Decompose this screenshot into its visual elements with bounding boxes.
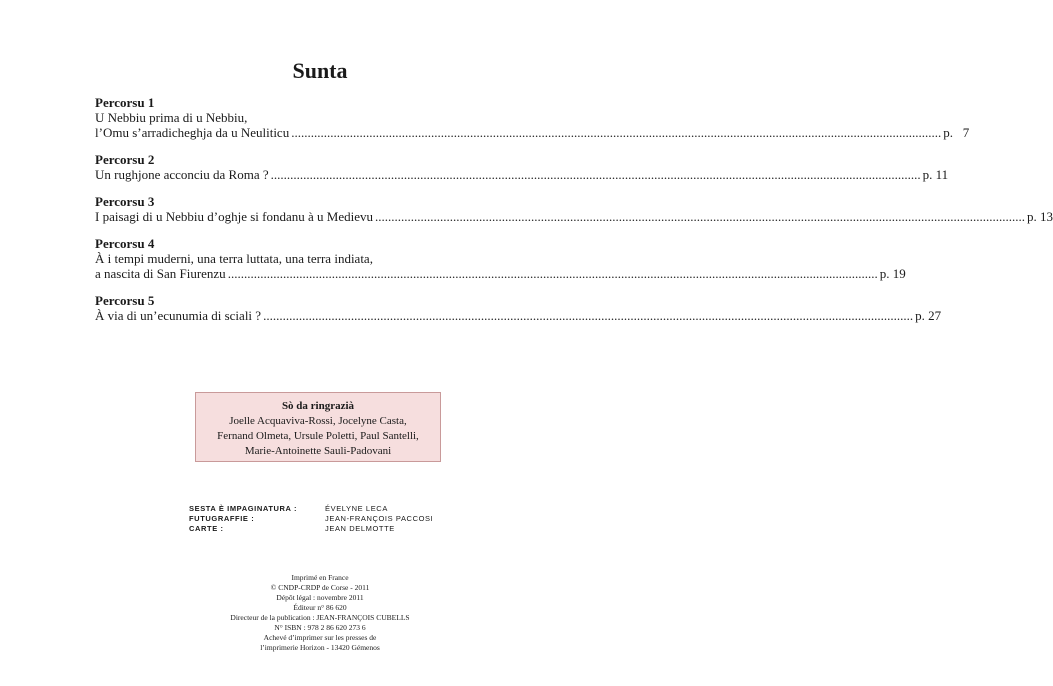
colophon-line: Imprimé en France	[291, 573, 349, 582]
toc-heading: Percorsu 3	[95, 194, 155, 209]
toc-section-2	[95, 152, 949, 182]
toc-page-number: p. 11	[922, 167, 949, 182]
toc-heading: Percorsu 5	[95, 293, 155, 308]
colophon-line: l’imprimerie Horizon - 13420 Gémenos	[260, 643, 380, 652]
acknowledgements-line: Joelle Acquaviva-Rossi, Jocelyne Casta,	[229, 415, 407, 427]
toc-section-4	[95, 236, 906, 281]
dot-leader: ........................................................................................................................................................................................................	[270, 167, 921, 182]
acknowledgements-box	[195, 392, 441, 462]
colophon-line: Directeur de la publication : JEAN-FRANÇOIS CUBELLS	[230, 613, 410, 622]
toc-section-5	[95, 293, 942, 323]
dot-leader: ........................................................................................................................................................................................................	[291, 125, 942, 140]
toc-entry-text: Un rughjone acconciu da Roma ?	[95, 167, 269, 182]
toc-section-1	[95, 95, 970, 140]
colophon-line: Dépôt légal : novembre 2011	[276, 593, 364, 602]
credit-row	[189, 514, 489, 524]
toc-entry-text: I paisagi di u Nebbiu d’oghje si fondanu à u Medievu	[95, 209, 373, 224]
credits	[189, 504, 489, 534]
toc-entry[interactable]	[95, 209, 1053, 224]
toc-entry[interactable]	[95, 308, 942, 323]
toc-heading: Percorsu 1	[95, 95, 155, 110]
credit-row	[189, 524, 489, 534]
toc-page-number: p. 13	[1027, 209, 1053, 224]
page-title: Sunta	[292, 58, 348, 83]
acknowledgements-line: Marie-Antoinette Sauli-Padovani	[244, 445, 392, 457]
toc-page-number: p. 7	[943, 125, 970, 140]
toc-entry[interactable]	[95, 125, 970, 140]
credit-name: ÉVELYNE LECA	[325, 504, 388, 513]
toc-entry[interactable]	[95, 266, 906, 281]
colophon-line: Achevé d’imprimer sur les presses de	[263, 633, 377, 642]
credit-role: FUTUGRAFFIE :	[189, 514, 255, 523]
credit-role: SESTA È IMPAGINATURA :	[189, 504, 298, 513]
toc-entry-text: À via di un’ecunumia di sciali ?	[95, 308, 262, 323]
toc-page-number: p. 27	[915, 308, 942, 323]
toc-heading: Percorsu 4	[95, 236, 155, 251]
toc-heading: Percorsu 2	[95, 152, 155, 167]
credit-row	[189, 504, 489, 514]
credit-name: JEAN DELMOTTE	[325, 524, 395, 533]
colophon-line: N° ISBN : 978 2 86 620 273 6	[274, 623, 366, 632]
dot-leader: ........................................................................................................................................................................................................	[227, 266, 878, 281]
toc-entry-text: a nascita di San Fiurenzu	[95, 266, 226, 281]
acknowledgements-title: Sò da ringrazià	[281, 400, 355, 412]
dot-leader: ........................................................................................................................................................................................................	[375, 209, 1025, 224]
colophon	[0, 573, 640, 653]
table-of-contents	[95, 95, 1053, 335]
toc-page-number: p. 19	[879, 266, 906, 281]
toc-line: U Nebbiu prima di u Nebbiu,	[95, 110, 248, 125]
credit-name: JEAN-FRANÇOIS PACCOSI	[325, 514, 434, 523]
acknowledgements-line: Fernand Olmeta, Ursule Poletti, Paul Santelli,	[217, 430, 419, 442]
toc-entry[interactable]	[95, 167, 949, 182]
toc-section-3	[95, 194, 1053, 224]
colophon-line: Éditeur n° 86 620	[293, 603, 347, 612]
colophon-line: © CNDP-CRDP de Corse - 2011	[270, 583, 370, 592]
toc-entry-text: l’Omu s’arradicheghja da u Neuliticu	[95, 125, 290, 140]
dot-leader: ........................................................................................................................................................................................................	[263, 308, 914, 323]
toc-line: À i tempi muderni, una terra luttata, una terra indiata,	[95, 251, 373, 266]
credit-role: CARTE :	[189, 524, 224, 533]
